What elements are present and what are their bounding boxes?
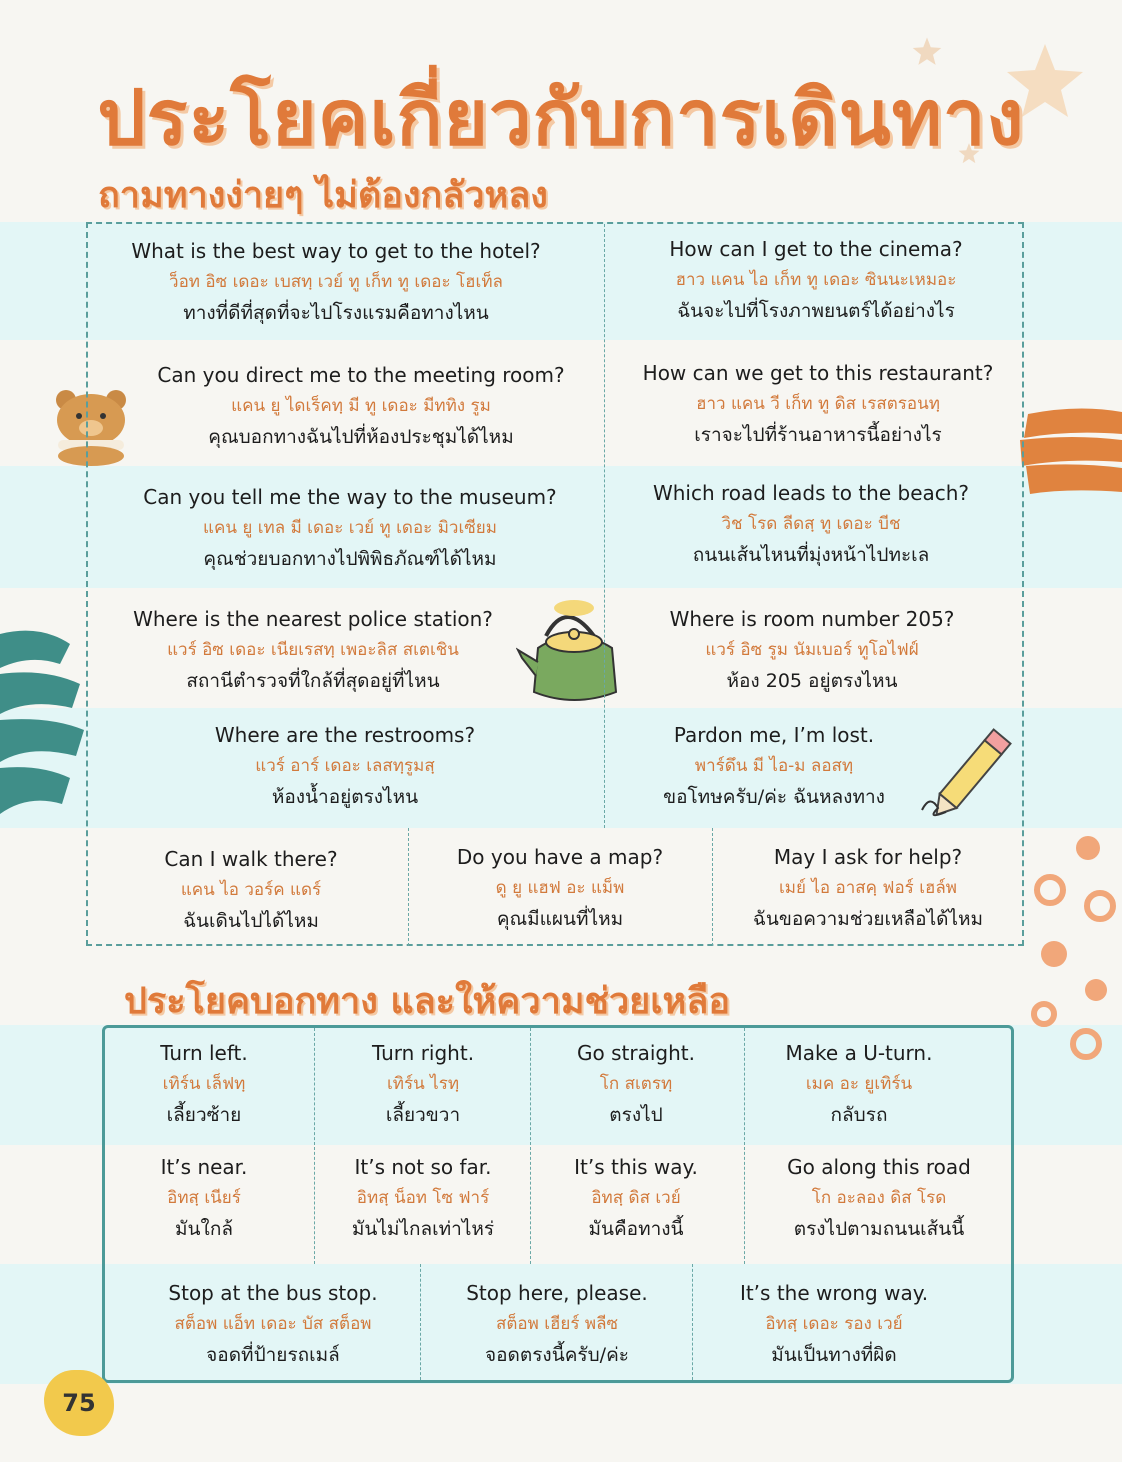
pronunciation: เมย์ ไอ อาสคฺ ฟอร์ เฮล์พ [778,877,958,898]
column-divider [692,1264,693,1380]
thai-meaning: คุณมีแผนที่ไหม [496,907,624,930]
pronunciation: แวร์ อาร์ เดอะ เลสทฺรูมสฺ [255,755,435,776]
thai-meaning: ฉันเดินไปได้ไหม [183,909,319,932]
english-phrase: Can I walk there? [164,846,338,871]
thai-meaning: กลับรถ [830,1103,888,1126]
pronunciation: แคน ยู ไดเร็คทฺ มี ทู เดอะ มีททิง รูม [231,395,491,416]
english-phrase: Stop at the bus stop. [168,1280,378,1305]
thai-meaning: ฉันขอความช่วยเหลือได้ไหม [752,907,984,930]
phrase-card [96,236,576,328]
column-divider [408,828,409,946]
english-phrase: It’s not so far. [354,1154,492,1179]
teal-paint-stroke [0,624,84,820]
page-number: 75 [44,1370,114,1436]
section-heading-asking: ถามทางง่ายๆ ไม่ต้องกลัวหลง [98,175,548,216]
page-title: ประโยคเกี่ยวกับการเดินทาง [97,73,1025,162]
phrase-card [106,1038,302,1130]
english-phrase: Go along this road [787,1154,971,1179]
orange-paint-stroke [1018,404,1122,496]
english-phrase: Do you have a map? [456,844,664,869]
thai-meaning: มันเป็นทางที่ผิด [771,1343,897,1366]
phrase-card [110,482,590,574]
thai-meaning: เลี้ยวซ้าย [166,1103,242,1126]
phrase-card [606,234,1026,326]
pronunciation: แวร์ อิซ เดอะ เนียเรสทฺ เพอะลิส สเตเชิน [167,639,459,660]
phrase-card [624,720,924,812]
pronunciation: แคน ยู เทล มี เดอะ เวย์ ทู เดอะ มิวเซียม [203,517,497,538]
phrase-card [610,358,1026,450]
thai-meaning: มันคือทางนี้ [588,1217,684,1240]
phrase-card [716,842,1020,934]
phrase-card [96,844,406,936]
orange-dots-decoration [1030,830,1122,1070]
pronunciation: ฮาว แคน ไอ เก็ท ทู เดอะ ซินนะเหมอะ [675,269,957,290]
thai-meaning: ขอโทษครับ/ค่ะ ฉันหลงทาง [663,785,885,808]
thai-meaning: ห้อง 205 อยู่ตรงไหน [726,669,898,692]
phrase-card [532,1152,740,1244]
column-divider [712,828,713,946]
pronunciation: ว็อท อิซ เดอะ เบสทฺ เวย์ ทู เก็ท ทู เดอะ โฮเท็ล [169,271,503,292]
thai-meaning: ตรงไปตามถนนเส้นนี้ [793,1217,965,1240]
pronunciation: เทิร์น เล็ฟทฺ [162,1073,246,1094]
phrase-card [318,1038,528,1130]
pronunciation: โก อะลอง ดิส โรด [811,1187,947,1208]
thai-meaning: ทางที่ดีที่สุดที่จะไปโรงแรมคือทางไหน [183,301,489,324]
pronunciation: อิทสฺ ดิส เวย์ [591,1187,681,1208]
english-phrase: Go straight. [577,1040,695,1065]
thai-meaning: ห้องน้ำอยู่ตรงไหน [271,785,419,808]
english-phrase: How can I get to the cinema? [669,236,963,261]
thai-meaning: ฉันจะไปที่โรงภาพยนตร์ได้อย่างไร [677,299,955,322]
thai-meaning: เราจะไปที่ร้านอาหารนี้อย่างไร [694,423,942,446]
pronunciation: ดู ยู แฮฟ อะ แม็พ [495,877,625,898]
phrase-card [606,478,1016,570]
english-phrase: Can you direct me to the meeting room? [157,362,565,387]
thai-meaning: ถนนเส้นไหนที่มุ่งหน้าไปทะเล [692,543,930,566]
pronunciation: วิช โรด ลีดสฺ ทู เดอะ บีช [721,513,901,534]
pronunciation: สต็อพ เฮียร์ พลีซ [495,1313,619,1334]
column-divider [604,224,605,828]
english-phrase: Where are the restrooms? [214,722,476,747]
section-heading-giving: ประโยคบอกทาง และให้ความช่วยเหลือ [124,981,730,1022]
phrase-card [694,1278,974,1370]
phrase-card [130,720,560,812]
pronunciation: ฮาว แคน วี เก็ท ทู ดิส เรสตรอนทฺ [696,393,940,414]
thai-meaning: คุณบอกทางฉันไปที่ห้องประชุมได้ไหม [208,425,514,448]
thai-meaning: จอดที่ป้ายรถเมล์ [206,1343,340,1366]
english-phrase: It’s the wrong way. [739,1280,929,1305]
asking-directions-box [86,222,1024,946]
phrase-card [410,842,710,934]
phrase-card [748,1152,1010,1244]
pronunciation: โก สเตรทฺ [599,1073,673,1094]
phrase-card [746,1038,972,1130]
pronunciation: แวร์ อิซ รูม นัมเบอร์ ทูโอไฟฝ์ [705,639,919,660]
pronunciation: พาร์ดึน มี ไอ-ม ลอสทฺ [694,755,854,776]
english-phrase: It’s this way. [574,1154,698,1179]
phrase-card [96,604,530,696]
phrase-card [106,1152,302,1244]
pronunciation: เทิร์น ไรทฺ [386,1073,460,1094]
english-phrase: May I ask for help? [773,844,963,869]
phrase-card [128,1278,418,1370]
phrase-card [124,360,598,452]
column-divider [744,1028,745,1264]
phrase-card [622,604,1002,696]
pronunciation: แคน ไอ วอร์ค แดร์ [180,879,322,900]
english-phrase: Make a U-turn. [785,1040,933,1065]
thai-meaning: มันใกล้ [175,1217,233,1240]
thai-meaning: สถานีตำรวจที่ใกล้ที่สุดอยู่ที่ไหน [186,669,440,692]
english-phrase: Can you tell me the way to the museum? [143,484,557,509]
thai-meaning: มันไม่ไกลเท่าไหร่ [351,1217,495,1240]
phrase-card [424,1278,690,1370]
pronunciation: อิทสฺ เดอะ รอง เวย์ [765,1313,903,1334]
thai-meaning: จอดตรงนี้ครับ/ค่ะ [485,1343,629,1366]
english-phrase: Where is room number 205? [669,606,955,631]
english-phrase: Turn left. [160,1040,248,1065]
pronunciation: อิทสฺ เนียร์ [167,1187,241,1208]
english-phrase: What is the best way to get to the hotel? [131,238,541,263]
english-phrase: Where is the nearest police station? [133,606,493,631]
thai-meaning: คุณช่วยบอกทางไปพิพิธภัณฑ์ได้ไหม [203,547,497,570]
english-phrase: Which road leads to the beach? [652,480,970,505]
english-phrase: Stop here, please. [466,1280,648,1305]
pronunciation: เมค อะ ยูเทิร์น [805,1073,913,1094]
pronunciation: สต็อพ แอ็ท เดอะ บัส สต็อพ [174,1313,372,1334]
english-phrase: Turn right. [371,1040,475,1065]
column-divider [314,1028,315,1264]
phrase-card [532,1038,740,1130]
english-phrase: How can we get to this restaurant? [642,360,994,385]
english-phrase: Pardon me, I’m lost. [673,722,875,747]
thai-meaning: ตรงไป [609,1103,663,1126]
thai-meaning: เลี้ยวขวา [385,1103,461,1126]
column-divider [530,1028,531,1264]
pronunciation: อิทสฺ น็อท โซ ฟาร์ [356,1187,490,1208]
phrase-card [318,1152,528,1244]
column-divider [420,1264,421,1380]
english-phrase: It’s near. [160,1154,248,1179]
